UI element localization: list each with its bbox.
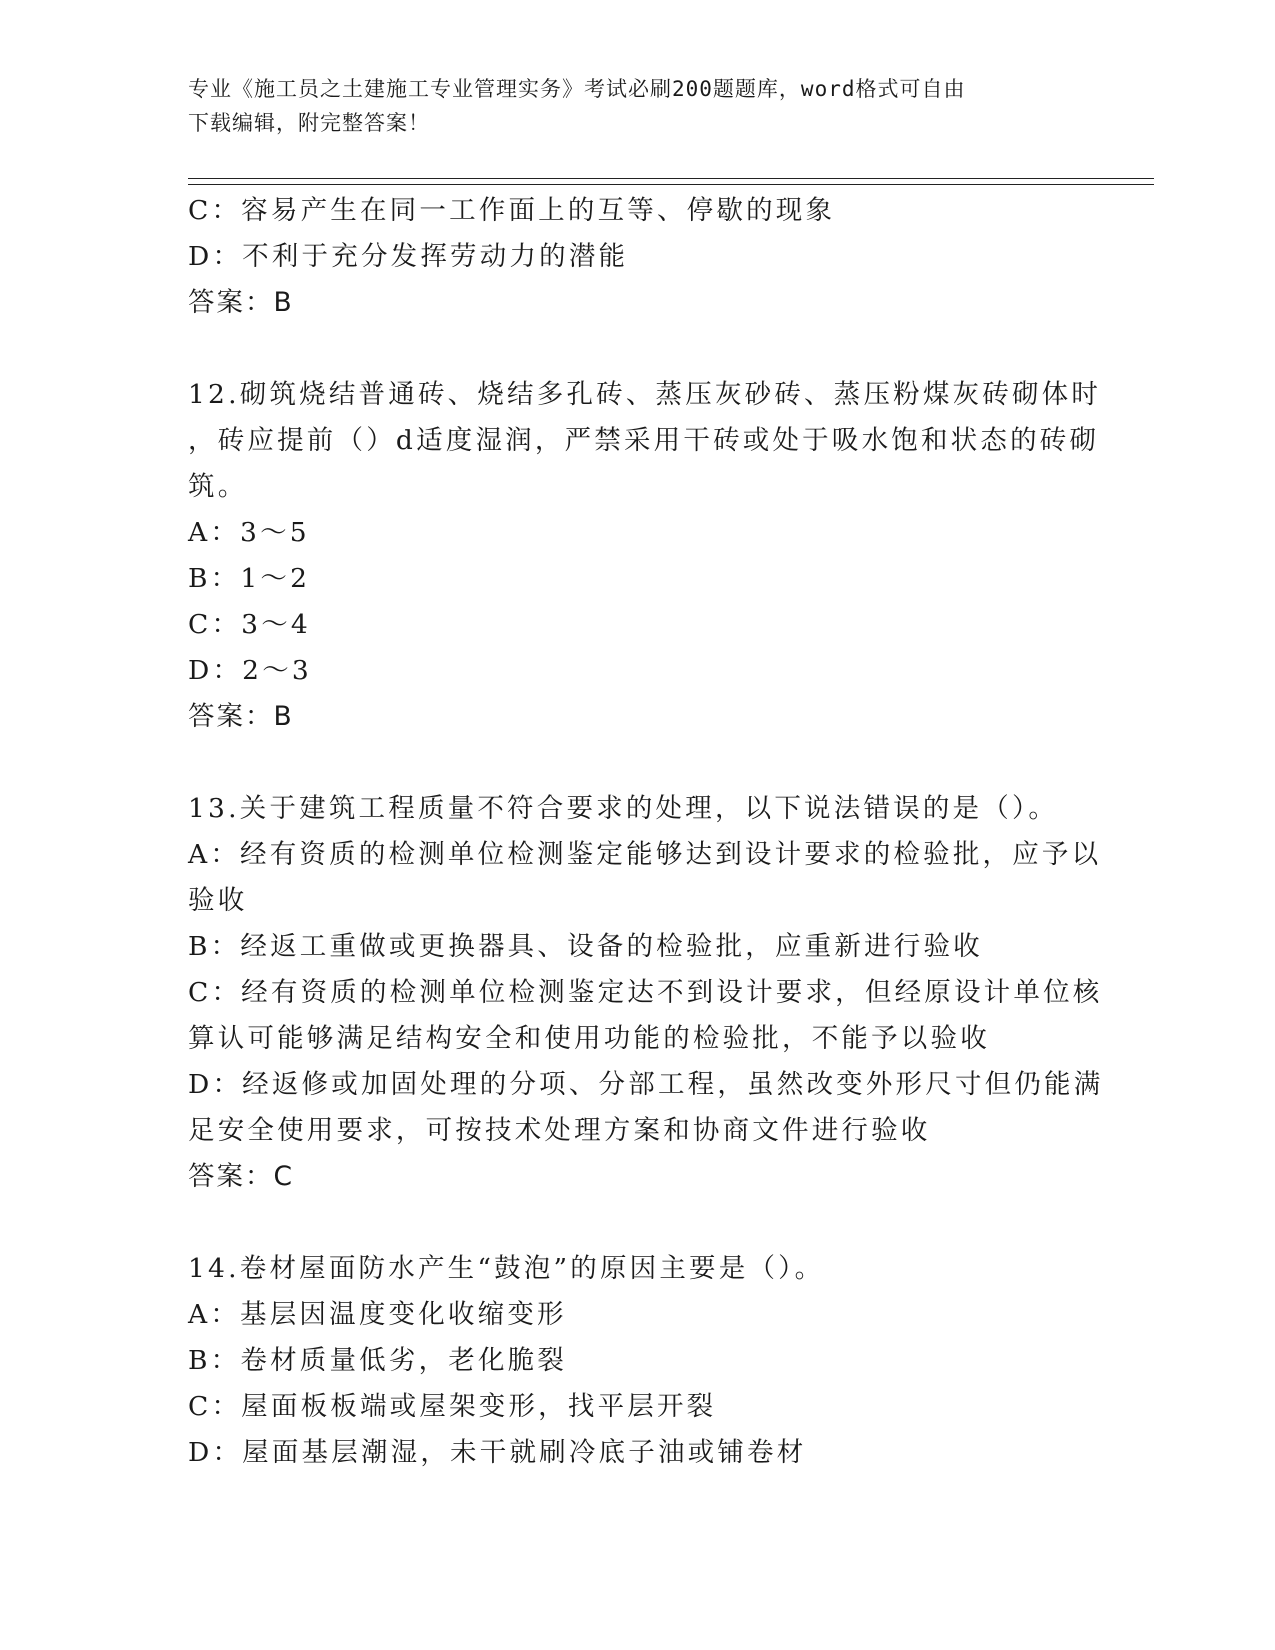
option-c: C：3～4: [188, 609, 311, 640]
header-line-1: 专业《施工员之土建施工专业管理实务》考试必刷200题题库，word格式可自由: [188, 77, 966, 101]
option-d: D：2～3: [188, 655, 312, 686]
answer: 答案：B: [188, 701, 294, 732]
answer: 答案：B: [188, 287, 294, 318]
answer: 答案：C: [188, 1161, 295, 1192]
option-b: B：经返工重做或更换器具、设备的检验批，应重新进行验收: [188, 931, 983, 962]
question-13: [188, 786, 1104, 1200]
question-stem: 14.卷材屋面防水产生“鼓泡”的原因主要是（）。: [188, 1253, 825, 1284]
header-line-2: 下载编辑，附完整答案！: [188, 111, 430, 135]
question-14: [188, 1246, 1088, 1476]
option-a: A：经有资质的检测单位检测鉴定能够达到设计要求的检验批，应予以: [188, 839, 1102, 870]
option-d: D：经返修或加固处理的分项、分部工程，虽然改变外形尺寸但仍能满: [188, 1069, 1104, 1100]
option-c: C：屋面板板端或屋架变形，找平层开裂: [188, 1391, 717, 1422]
spacer: [188, 1200, 1088, 1246]
question-11-tail: [188, 188, 1088, 326]
option-b: B：卷材质量低劣，老化脆裂: [188, 1345, 568, 1376]
option-c: C：容易产生在同一工作面上的互等、停歇的现象: [188, 195, 836, 226]
option-a-continued: 验收: [188, 885, 248, 916]
question-stem: 12.砌筑烧结普通砖、烧结多孔砖、蒸压灰砂砖、蒸压粉煤灰砖砌体时: [188, 379, 1102, 410]
question-stem-continued: ，砖应提前（）d适度湿润，严禁采用干砖或处于吸水饱和状态的砖砌: [188, 425, 1100, 456]
option-d: D：屋面基层潮湿，未干就刷冷底子油或铺卷材: [188, 1437, 807, 1468]
option-b: B：1～2: [188, 563, 311, 594]
option-c-continued: 算认可能够满足结构安全和使用功能的检验批，不能予以验收: [188, 1023, 990, 1054]
document-header: [188, 72, 1088, 140]
option-d: D：不利于充分发挥劳动力的潜能: [188, 241, 629, 272]
option-c: C：经有资质的检测单位检测鉴定达不到设计要求，但经原设计单位核: [188, 977, 1103, 1008]
question-stem: 13.关于建筑工程质量不符合要求的处理，以下说法错误的是（）。: [188, 793, 1059, 824]
option-d-continued: 足安全使用要求，可按技术处理方案和协商文件进行验收: [188, 1115, 931, 1146]
question-12: [188, 372, 1102, 740]
header-divider-top: [188, 178, 1154, 179]
option-a: A：3～5: [188, 517, 310, 548]
question-content: [188, 188, 1104, 1476]
spacer: [188, 326, 1088, 372]
option-a: A：基层因温度变化收缩变形: [188, 1299, 567, 1330]
header-divider-bottom: [188, 184, 1154, 185]
spacer: [188, 740, 1088, 786]
question-stem-continued: 筑。: [188, 471, 248, 502]
